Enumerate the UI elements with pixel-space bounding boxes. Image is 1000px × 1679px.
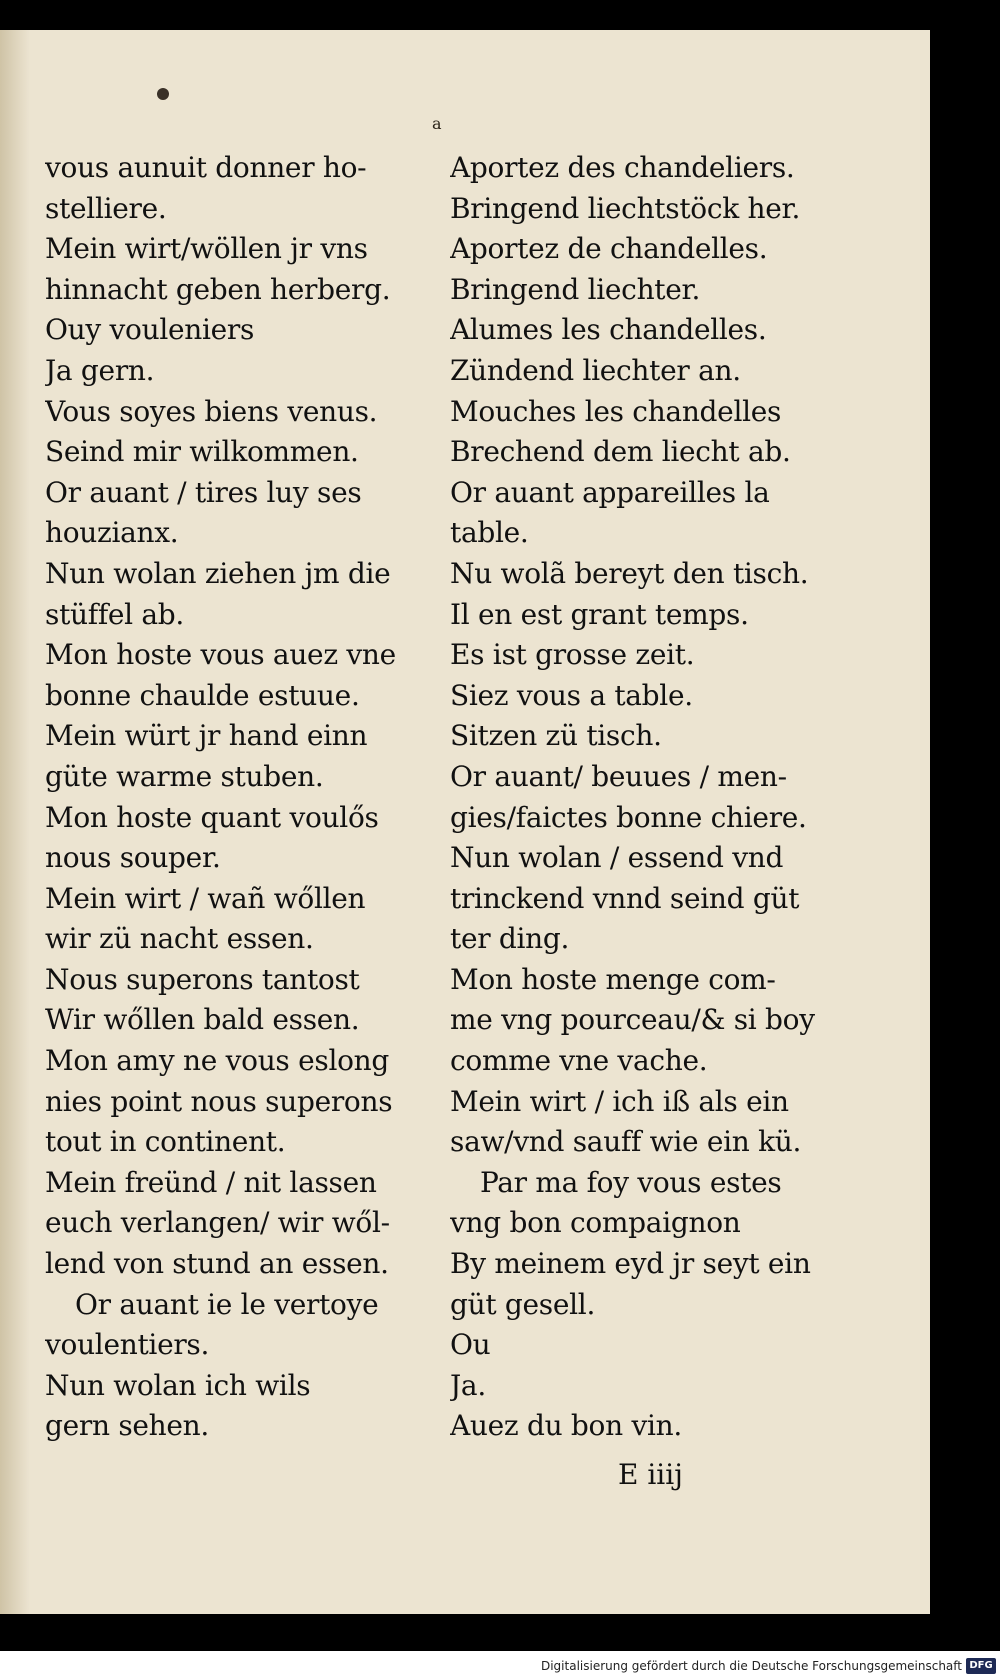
text-line: tout in continent. [45,1125,286,1159]
text-line: Aportez de chandelles. [450,232,768,266]
text-line: gern sehen. [45,1409,209,1443]
text-line: Nous superons tantost [45,962,360,996]
text-line: Mon hoste vous auez vne [45,638,396,672]
text-line: Alumes les chandelles. [450,313,767,347]
text-line: wir zü nacht essen. [45,922,314,956]
book-page [0,30,930,1614]
text-line: table. [450,516,529,550]
text-line: Nun wolan ziehen jm die [45,556,391,590]
text-line: saw/vnd sauff wie ein kü. [450,1125,802,1159]
text-line: Mon hoste quant voulős [45,800,379,834]
text-line: Brechend dem liecht ab. [450,435,791,469]
text-line: Il en est grant temps. [450,597,749,631]
text-line: Or auant / tires luy ses [45,475,362,509]
text-line: Mein würt jr hand einn [45,719,368,753]
text-line: Or auant ie le vertoye [75,1287,379,1321]
text-line: Bringend liechtstöck her. [450,191,801,225]
text-line: Wir wőllen bald essen. [45,1003,360,1037]
text-line: Or auant/ beuues / men- [450,759,787,793]
text-line: Mouches les chandelles [450,394,782,428]
text-line: güt gesell. [450,1287,596,1321]
text-line: vous aunuit donner ho- [45,151,367,184]
text-line: Ou [450,1328,491,1362]
text-line: Mon amy ne vous eslong [45,1044,390,1078]
text-line: Nun wolan ich wils [45,1368,311,1402]
text-line: Seind mir wilkommen. [45,435,359,469]
text-line: lend von stund an essen. [45,1247,389,1281]
text-line: Auez du bon vin. [450,1409,682,1443]
text-line: bonne chaulde estuue. [45,678,360,712]
text-line: Sitzen zü tisch. [450,719,662,753]
dfg-logo: DFG [966,1658,996,1674]
text-line: Mein wirt / wañ wőllen [45,881,366,915]
text-line: Es ist grosse zeit. [450,638,695,672]
footer-credit: Digitalisierung gefördert durch die Deutsche Forschungsgemeinschaft [540,1659,962,1673]
text-line: nous souper. [45,841,221,875]
text-line: Ouy vouleniers [45,313,255,347]
text-line: ter ding. [450,922,570,956]
text-line: Aportez des chandeliers. [450,151,795,184]
text-line: By meinem eyd jr seyt ein [450,1247,811,1281]
right-column [450,148,850,1447]
text-line: hinnacht geben herberg. [45,272,391,306]
text-line: gies/faictes bonne chiere. [450,800,807,834]
left-column [45,148,445,1447]
text-line: houzianx. [45,516,179,550]
text-line: Ja. [450,1368,486,1402]
text-line: Zündend liechter an. [450,353,741,387]
text-line: nies point nous superons [45,1084,393,1118]
text-line: stelliere. [45,191,167,225]
text-line: Mon hoste menge com- [450,962,776,996]
text-line: me vng pourceau/& si boy [450,1003,815,1037]
text-line: Or auant appareilles la [450,475,770,509]
text-line: Nun wolan / essend vnd [450,841,784,875]
text-line: trinckend vnnd seind güt [450,881,800,915]
text-line: voulentiers. [45,1328,210,1362]
footer-bar [0,1651,1000,1679]
text-line: Bringend liechter. [450,272,701,306]
folio-mark: a [432,114,442,133]
signature-mark: E iiij [618,1458,683,1491]
text-line: stüffel ab. [45,597,185,631]
text-line: Mein wirt/wöllen jr vns [45,232,368,266]
text-line: güte warme stuben. [45,759,324,793]
text-line: Par ma foy vous estes [480,1165,782,1199]
text-line: Ja gern. [45,353,155,387]
text-line: Mein wirt / ich iß als ein [450,1084,789,1118]
text-line: comme vne vache. [450,1044,708,1078]
ink-spot [157,88,169,100]
text-line: Nu wolã bereyt den tisch. [450,556,809,590]
text-line: vng bon compaignon [450,1206,741,1240]
text-line: Vous soyes biens venus. [45,394,378,428]
text-line: Mein freünd / nit lassen [45,1165,377,1199]
text-line: euch verlangen/ wir wől- [45,1206,390,1240]
text-line: Siez vous a table. [450,678,693,712]
